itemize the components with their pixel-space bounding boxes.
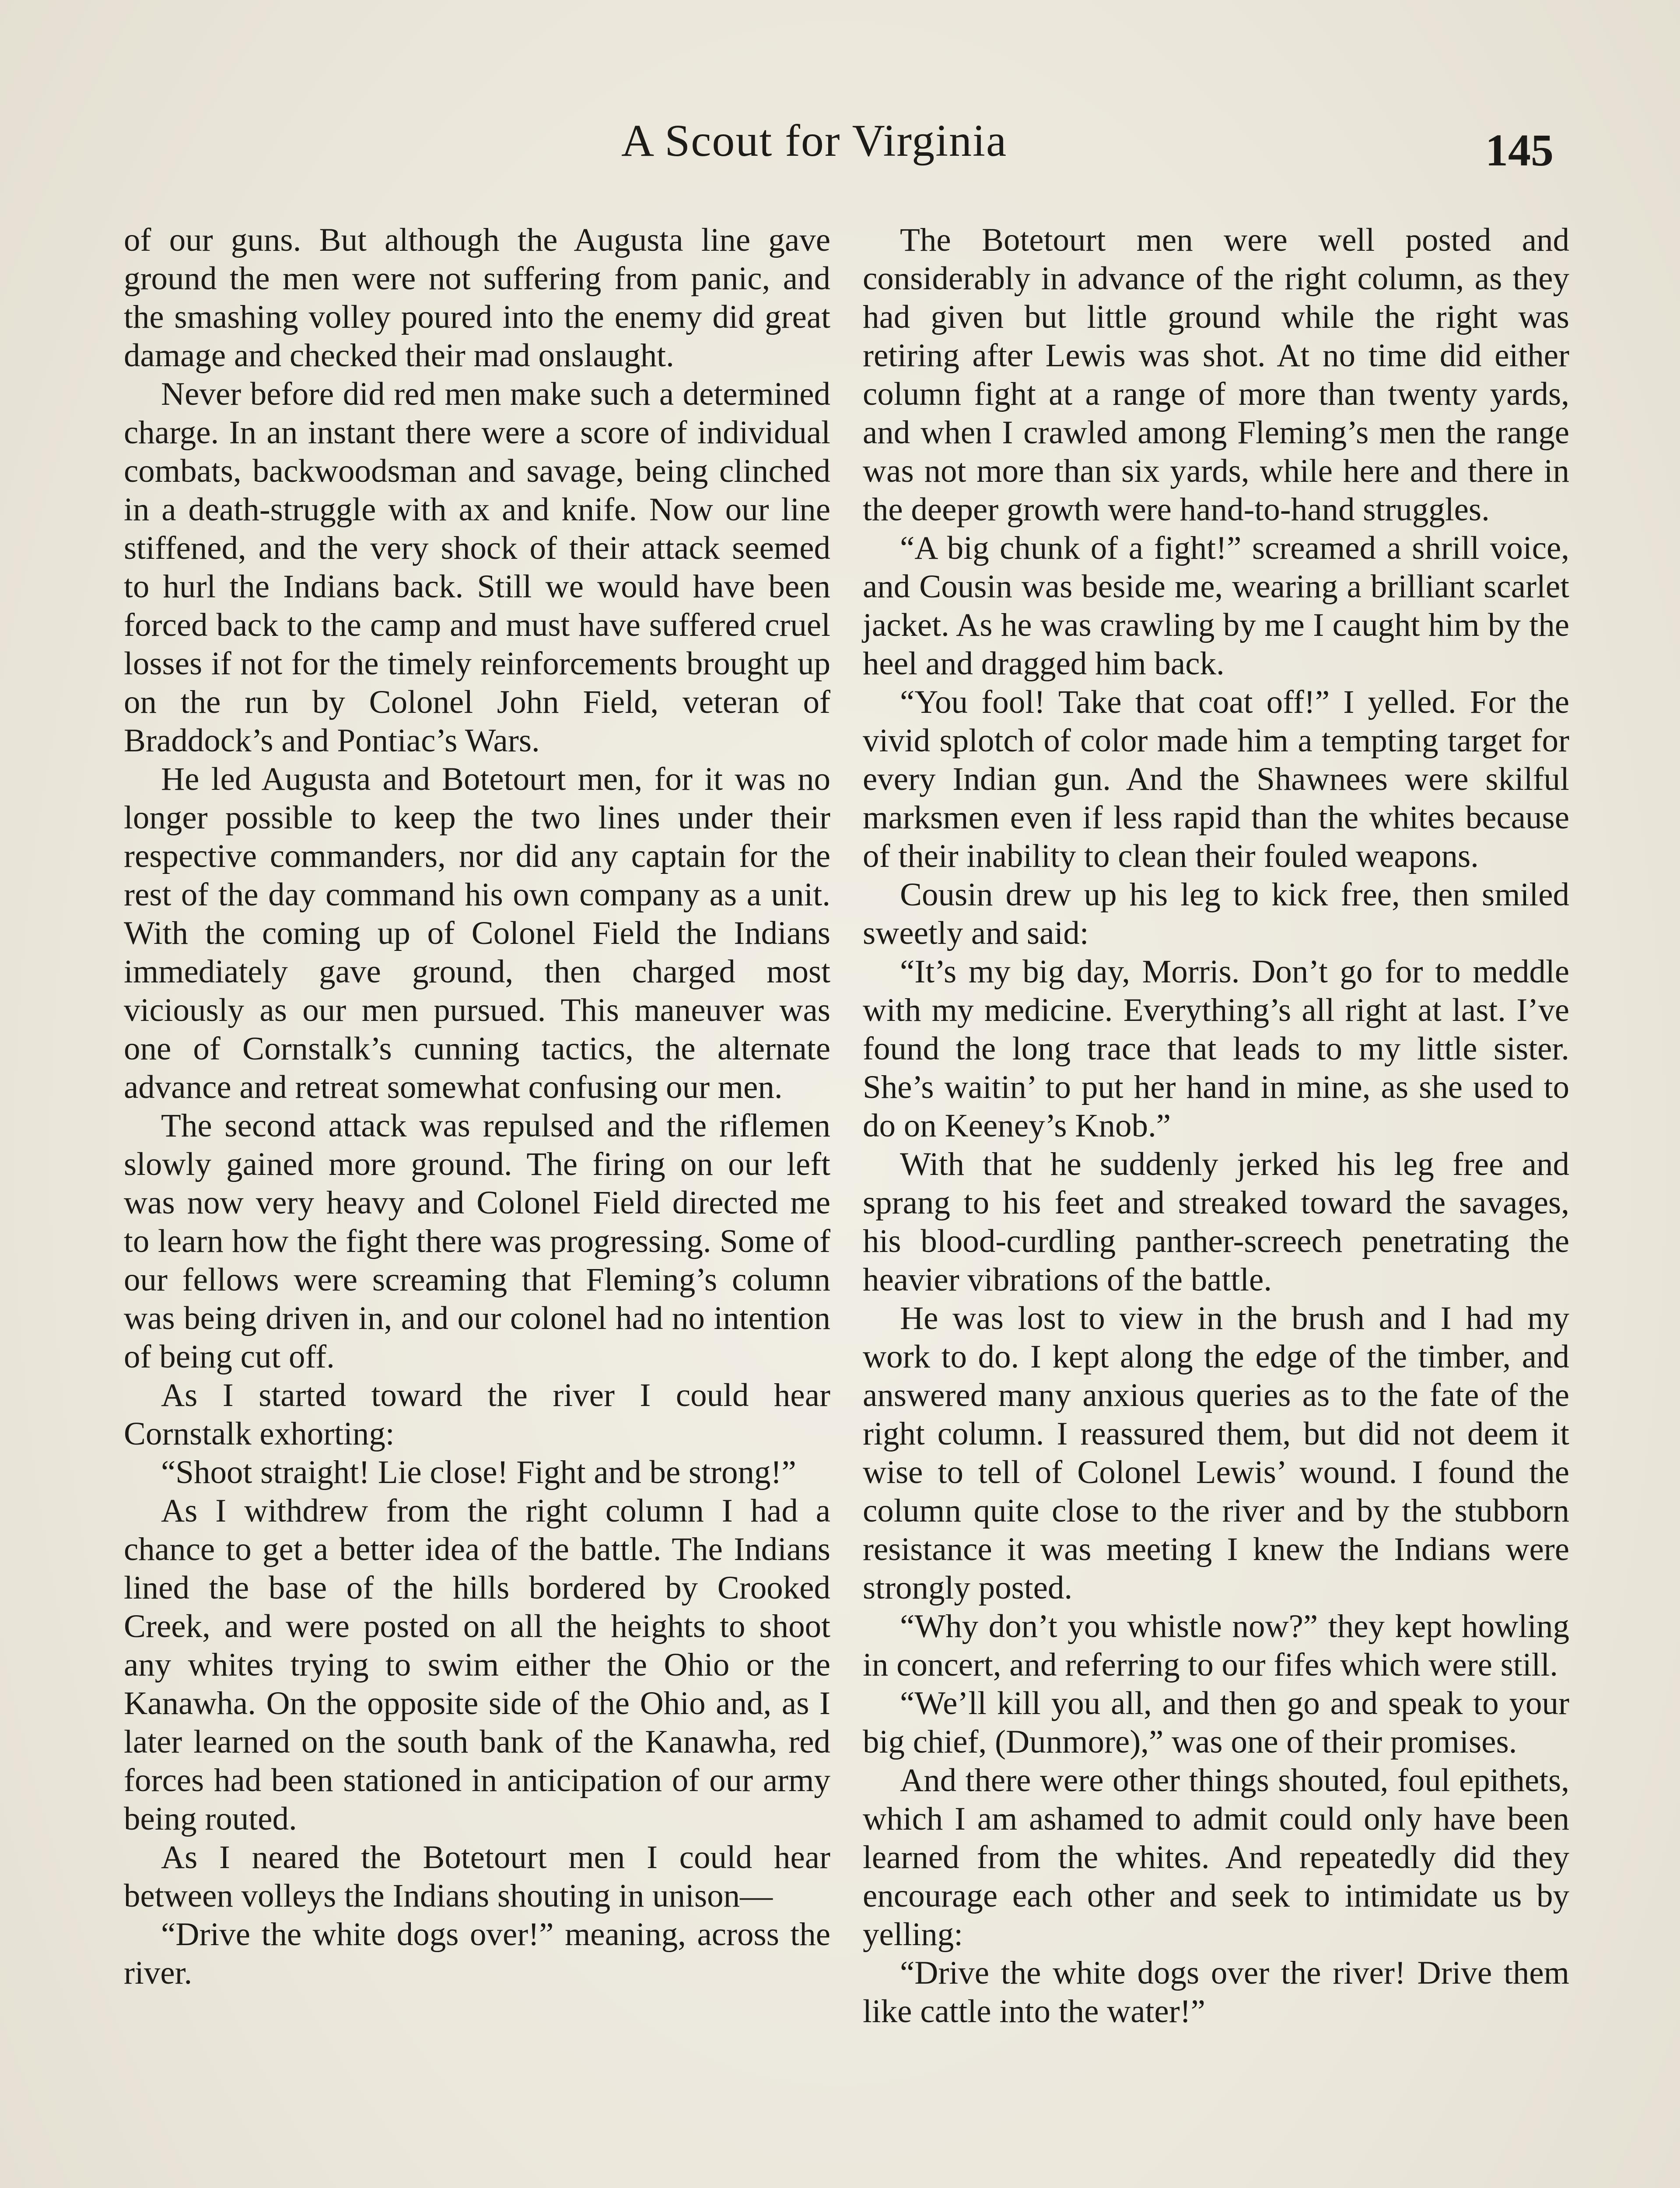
paragraph: And there were other things shouted, foul epithets, which I am ashamed to admit could only have been learned from the whites. And repeatedly did they encourage each other and seek to intimidate us by yelling: bbox=[863, 1762, 1569, 1953]
paragraph: Cousin drew up his leg to kick free, then smiled sweetly and said: bbox=[863, 877, 1569, 951]
paragraph: The Botetourt men were well posted and considerably in advance of the right column, as they had given but little ground while the right was retiring after Lewis was shot. At no time did either column fight at a range of more than twenty yards, and when I crawled among Fleming’s men the range was not more than six yards, while here and there in the deeper growth were hand-to-hand struggles. bbox=[863, 222, 1569, 528]
right-column bbox=[863, 221, 1569, 2031]
paragraph: As I withdrew from the right column I had a chance to get a better idea of the battle. The Indians lined the base of the hills bordered by Crooked Creek, and were posted on all the heights to shoot any whites trying to swim either the Ohio or the Kanawha. On the opposite side of the Ohio and, as I later learned on the south bank of the Kanawha, red forces had been stationed in anticipation of our army being routed. bbox=[124, 1493, 830, 1837]
paragraph: “Shoot straight! Lie close! Fight and be strong!” bbox=[161, 1454, 796, 1490]
paragraph: of our guns. But although the Augusta line gave ground the men were not suffering from panic, and the smashing volley poured into the enemy did great damage and checked their mad onslaught. bbox=[124, 222, 830, 374]
left-column bbox=[124, 221, 830, 1992]
paragraph: “You fool! Take that coat off!” I yelled. For the vivid splotch of color made him a tempting target for every Indian gun. And the Shawnees were skilful marksmen even if less rapid than the whites because of their inability to clean their fouled weapons. bbox=[863, 684, 1569, 874]
paragraph: “Drive the white dogs over!” meaning, across the river. bbox=[124, 1916, 830, 1991]
paragraph: “A big chunk of a fight!” screamed a shrill voice, and Cousin was beside me, wearing a brilliant scarlet jacket. As he was crawling by me I caught him by the heel and dragged him back. bbox=[863, 530, 1569, 682]
paragraph: As I started toward the river I could hear Cornstalk exhorting: bbox=[124, 1377, 830, 1452]
paragraph: He was lost to view in the brush and I had my work to do. I kept along the edge of the timber, and answered many anxious queries as to the fate of the right column. I reassured them, but did not deem it wise to tell of Colonel Lewis’ wound. I found the column quite close to the river and by the stubborn resistance it was meeting I knew the Indians were strongly posted. bbox=[863, 1300, 1569, 1606]
paragraph: “It’s my big day, Morris. Don’t go for to meddle with my medicine. Everything’s all right at last. I’ve found the long trace that leads to my little sister. She’s waitin’ to put her hand in mine, as she used to do on Keeney’s Knob.” bbox=[863, 954, 1569, 1144]
paragraph: He led Augusta and Botetourt men, for it was no longer possible to keep the two lines under their respective commanders, nor did any captain for the rest of the day command his own company as a unit. With the coming up of Colonel Field the Indians immediately gave ground, then charged most viciously as our men pursued. This maneuver was one of Cornstalk’s cunning tactics, the alternate advance and retreat somewhat confusing our men. bbox=[124, 761, 830, 1105]
running-title: A Scout for Virginia bbox=[621, 116, 1008, 166]
paragraph: “Why don’t you whistle now?” they kept howling in concert, and referring to our fifes which were still. bbox=[863, 1608, 1569, 1683]
paragraph: With that he suddenly jerked his leg free and sprang to his feet and streaked toward the savages, his blood-curdling panther-screech penetrating the heavier vibrations of the battle. bbox=[863, 1146, 1569, 1298]
page-number: 145 bbox=[1485, 125, 1554, 175]
paragraph: “We’ll kill you all, and then go and speak to your big chief, (Dunmore),” was one of their promises. bbox=[863, 1685, 1569, 1760]
paragraph: As I neared the Botetourt men I could hear between volleys the Indians shouting in unison— bbox=[124, 1839, 830, 1914]
paragraph: “Drive the white dogs over the river! Drive them like cattle into the water!” bbox=[863, 1955, 1569, 2030]
paragraph: Never before did red men make such a determined charge. In an instant there were a score of individual combats, backwoodsman and savage, being clinched in a death-struggle with ax and knife. Now our line stiffened, and the very shock of their attack seemed to hurl the Indians back. Still we would have been forced back to the camp and must have suffered cruel losses if not for the timely reinforcements brought up on the run by Colonel John Field, veteran of Braddock’s and Pontiac’s Wars. bbox=[124, 376, 830, 759]
paragraph: The second attack was repulsed and the riflemen slowly gained more ground. The firing on our left was now very heavy and Colonel Field directed me to learn how the fight there was progressing. Some of our fellows were screaming that Fleming’s column was being driven in, and our colonel had no intention of being cut off. bbox=[124, 1108, 830, 1375]
